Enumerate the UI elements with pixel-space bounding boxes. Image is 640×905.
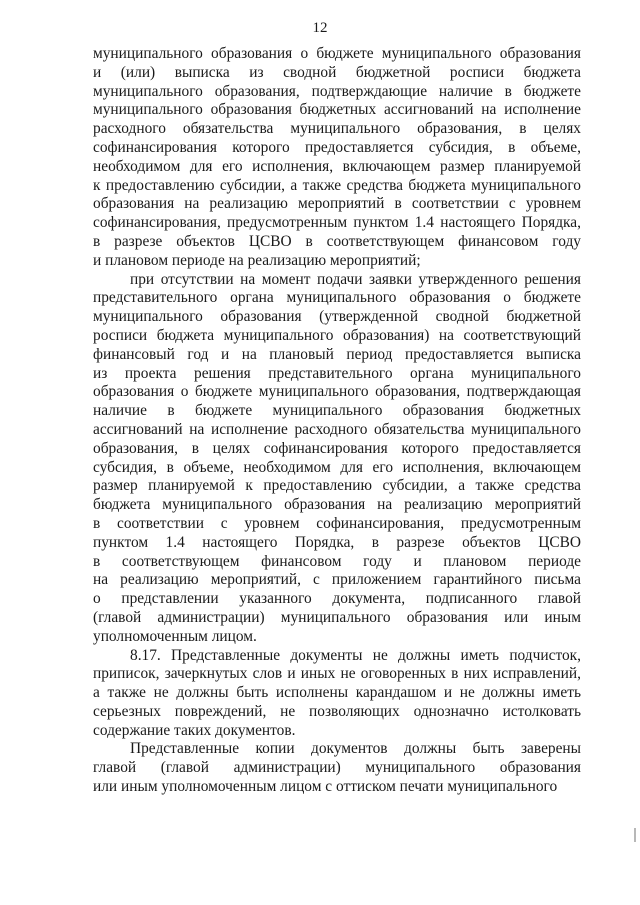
text-line: образования на реализацию мероприятий в соответствии с уровнем bbox=[93, 195, 581, 213]
text-line: представительного органа муниципального образования о бюджете bbox=[93, 289, 581, 307]
text-line: уполномоченным лицом. bbox=[93, 627, 257, 645]
text-line: 8.17. Представленные документы не должны иметь подчисток, bbox=[130, 646, 581, 664]
text-line: содержание таких документов. bbox=[93, 721, 296, 739]
text-line: бюджета муниципального образования на реализацию мероприятий bbox=[93, 496, 581, 514]
text-line: при отсутствии на момент подачи заявки утвержденного решения bbox=[130, 270, 581, 288]
text-line: росписи бюджета муниципального образования) на соответствующий bbox=[93, 326, 581, 344]
text-line: необходимом для его исполнения, включающем размер планируемой bbox=[93, 157, 581, 175]
paragraph bbox=[93, 271, 581, 647]
text-line: а также не должны быть исполнены карандашом и не должны иметь bbox=[93, 684, 581, 702]
text-line: субсидия, в объеме, необходимом для его исполнения, включающем bbox=[93, 458, 581, 476]
text-line: софинансирования, предусмотренным пунктом 1.4 настоящего Порядка, bbox=[93, 214, 581, 232]
text-line: муниципального образования о бюджете муниципального образования bbox=[93, 45, 581, 62]
text-line: в разрезе объектов ЦСВО в соответствующем финансовом году bbox=[93, 232, 581, 250]
text-line: в соответствии с уровнем софинансирования, предусмотренным bbox=[93, 514, 581, 532]
text-line: образования о бюджете муниципального образования, подтверждающая bbox=[93, 383, 581, 401]
text-line: из проекта решения представительного органа муниципального bbox=[93, 364, 581, 382]
paragraph bbox=[93, 647, 581, 741]
text-line: расходного обязательства муниципального образования, в целях bbox=[93, 120, 581, 138]
text-line: и (или) выписка из сводной бюджетной росписи бюджета bbox=[93, 63, 581, 81]
text-line: приписок, зачеркнутых слов и иных не оговоренных в них исправлений, bbox=[93, 665, 581, 683]
text-line: на реализацию мероприятий, с приложением гарантийного письма bbox=[93, 571, 581, 589]
text-line: ассигнований на исполнение расходного обязательства муниципального bbox=[93, 420, 581, 438]
text-line: Представленные копии документов должны быть заверены bbox=[130, 740, 581, 758]
text-line: и плановом периоде на реализацию мероприятий; bbox=[93, 251, 421, 269]
scan-margin-mark bbox=[634, 828, 636, 842]
text-line: софинансирования которого предоставляется субсидия, в объеме, bbox=[93, 138, 581, 156]
text-line: главой (главой администрации) муниципального образования bbox=[93, 759, 581, 777]
page-number: 12 bbox=[312, 20, 328, 36]
text-line: или иным уполномоченным лицом с оттиском печати муниципального bbox=[93, 778, 558, 796]
text-line: серьезных повреждений, не позволяющих однозначно истолковать bbox=[93, 702, 581, 720]
text-line: о представлении указанного документа, подписанного главой bbox=[93, 590, 581, 608]
text-line: муниципального образования бюджетных ассигнований на исполнение bbox=[93, 101, 581, 119]
paragraph bbox=[93, 45, 581, 271]
text-line: размер планируемой к предоставлению субсидии, а также средства bbox=[93, 477, 581, 495]
text-line: муниципального образования (утвержденной сводной бюджетной bbox=[93, 308, 581, 326]
paragraph bbox=[93, 740, 581, 796]
text-line: в соответствующем финансовом году и плановом периоде bbox=[93, 552, 581, 570]
text-line: финансовый год и на плановый период предоставляется выписка bbox=[93, 345, 581, 363]
text-line: (главой администрации) муниципального образования или иным bbox=[93, 608, 581, 626]
text-line: пунктом 1.4 настоящего Порядка, в разрезе объектов ЦСВО bbox=[93, 533, 581, 551]
text-line: к предоставлению субсидии, а также средства бюджета муниципального bbox=[93, 176, 581, 194]
document-body bbox=[93, 45, 581, 797]
text-line: наличие в бюджете муниципального образования бюджетных bbox=[93, 402, 581, 420]
text-line: муниципального образования, подтверждающие наличие в бюджете bbox=[93, 82, 581, 100]
text-line: образования, в целях софинансирования которого предоставляется bbox=[93, 439, 581, 457]
